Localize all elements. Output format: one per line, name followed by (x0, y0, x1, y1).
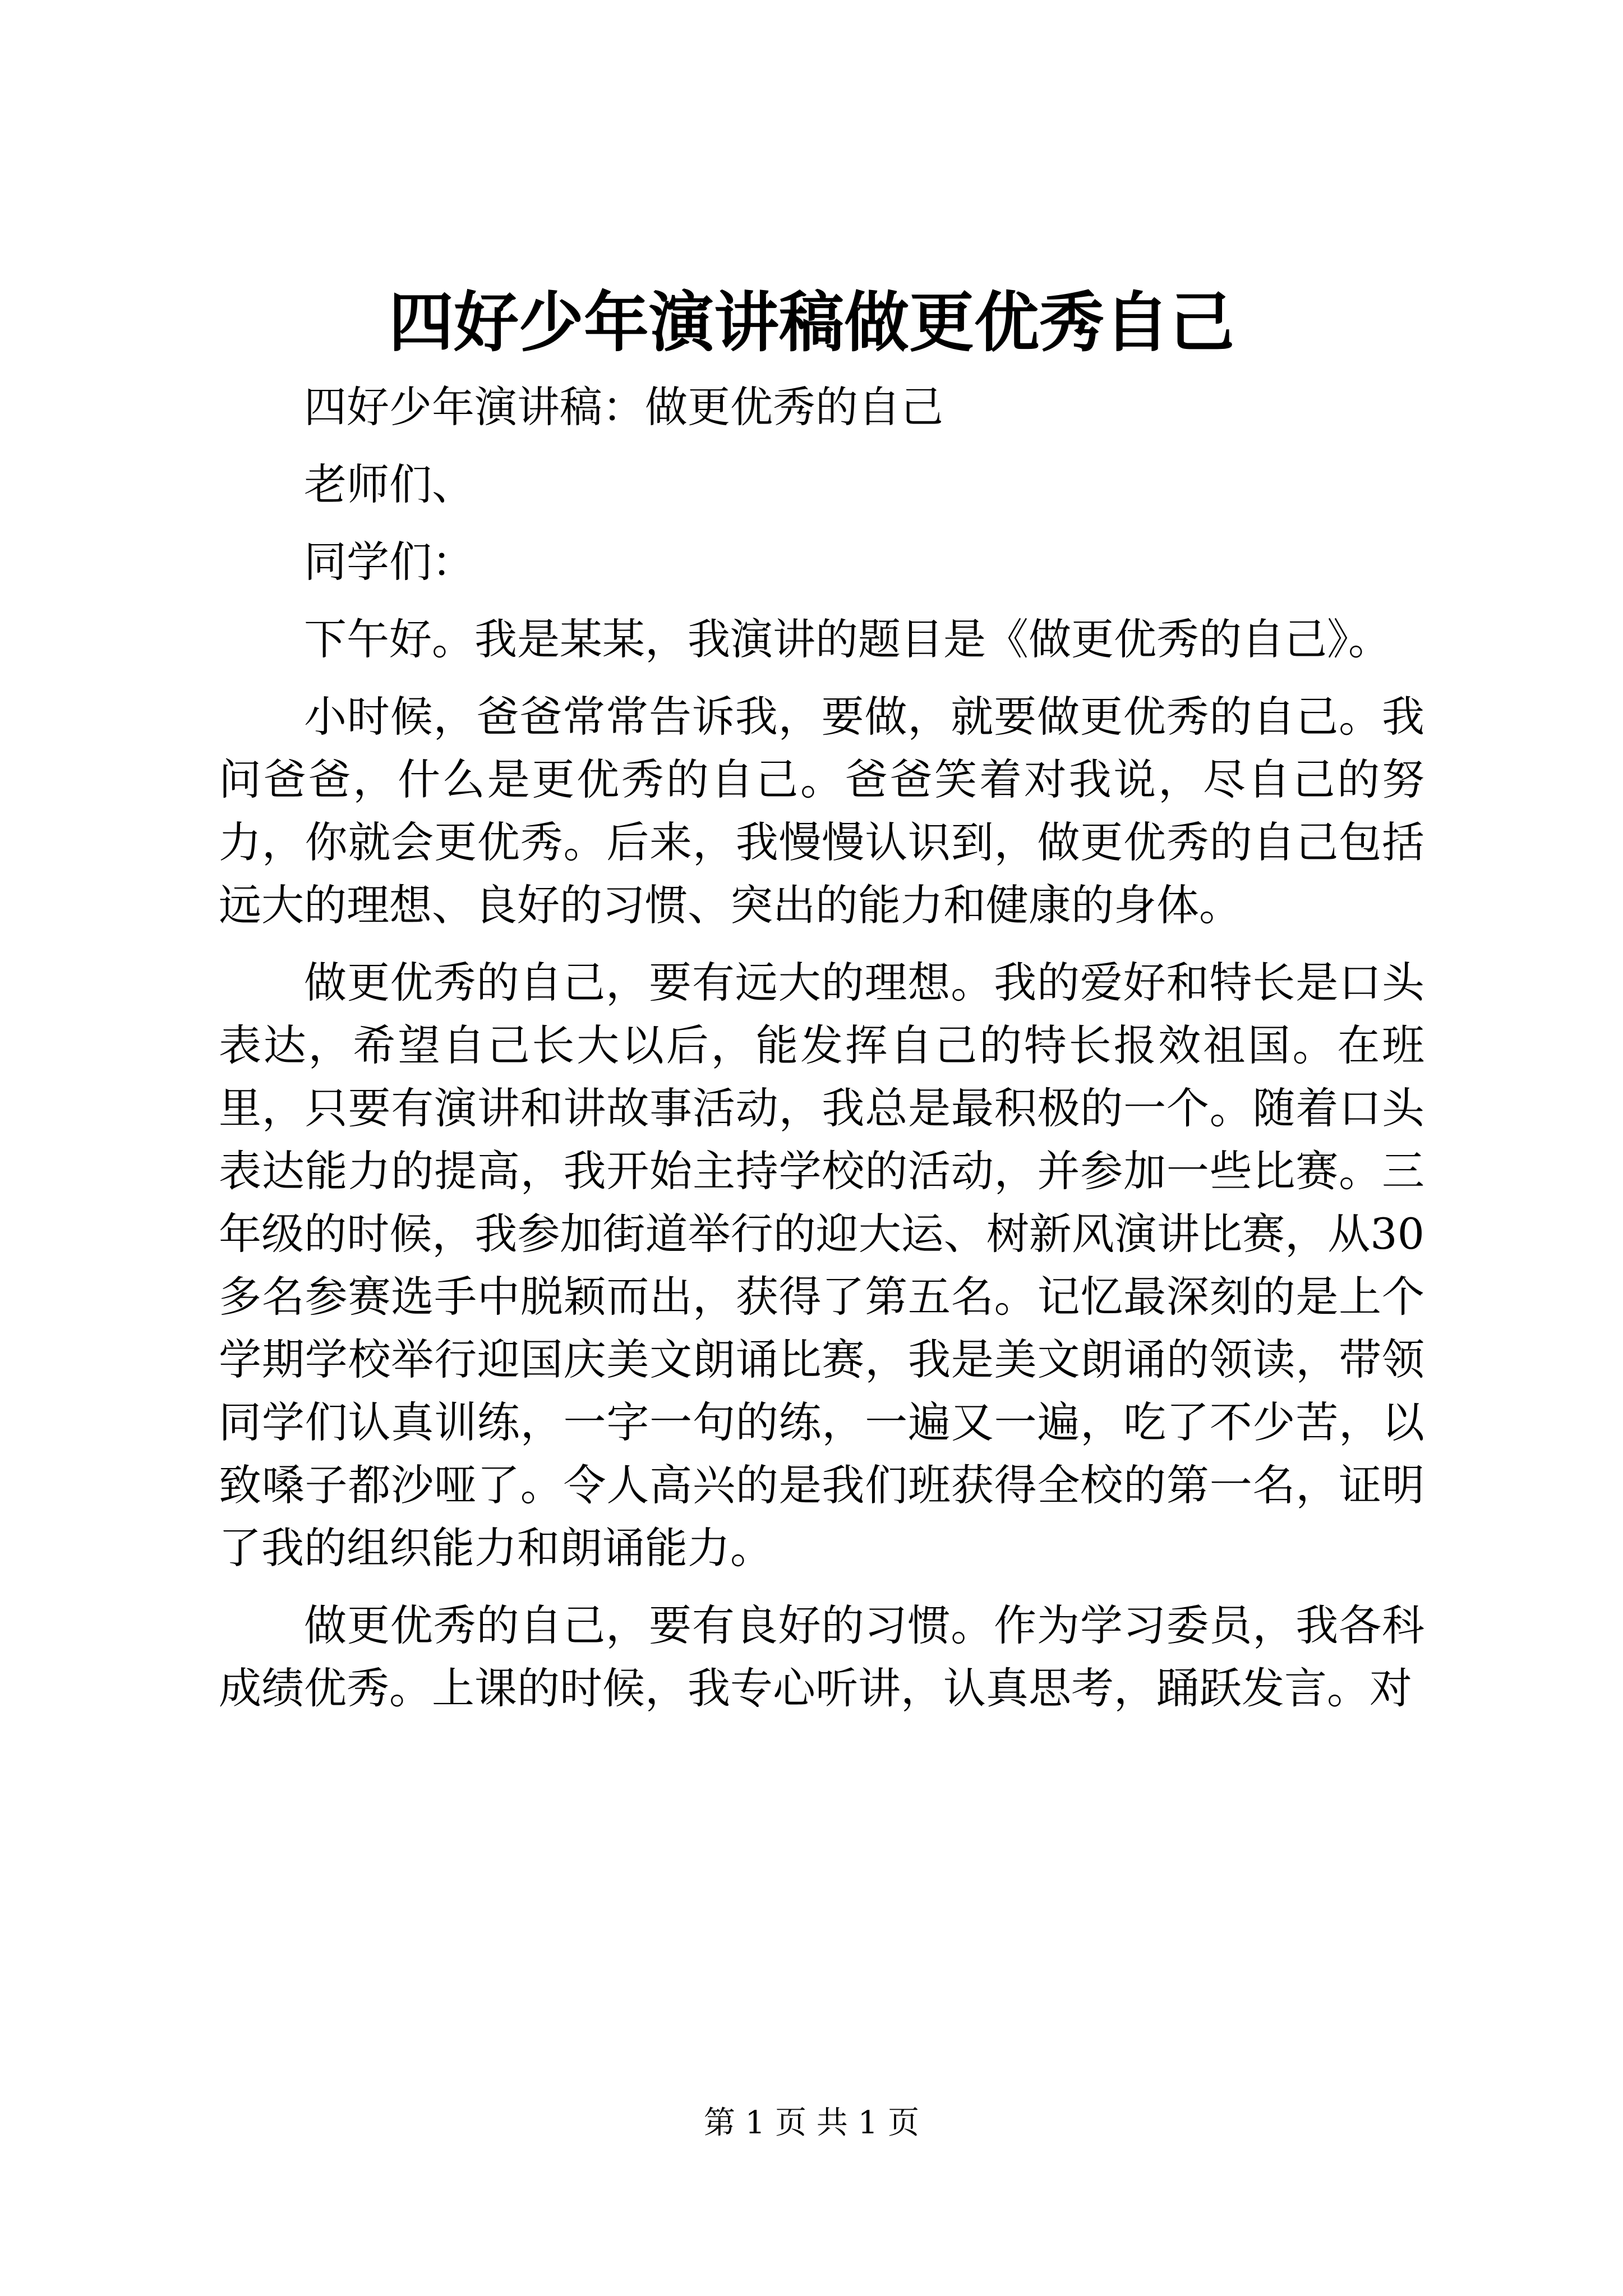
document-body (219, 376, 1424, 1734)
paragraph-childhood: 小时候，爸爸常常告诉我，要做，就要做更优秀的自己。我问爸爸，什么是更优秀的自己。爸爸笑着对我说，尽自己的努力，你就会更优秀。后来，我慢慢认识到，做更优秀的自己包括远大的理想、良好的习惯、突出的能力和健康的身体。 (219, 692, 1424, 930)
salutation-teachers: 老师们、 (304, 459, 474, 509)
subtitle-line: 四好少年演讲稿：做更优秀的自己 (304, 382, 943, 432)
salutation-students: 同学们： (304, 537, 474, 587)
greeting-line: 下午好。我是某某，我演讲的题目是《做更优秀的自己》。 (304, 614, 1391, 664)
paragraph-habit: 做更优秀的自己，要有良好的习惯。作为学习委员，我各科成绩优秀。上课的时候，我专心听讲，认真思考，踊跃发言。对 (219, 1600, 1424, 1713)
page-title: 四好少年演讲稿做更优秀自己 (389, 284, 1234, 361)
page-footer: 第 1 页 共 1 页 (703, 2105, 920, 2141)
paragraph-ideal: 做更优秀的自己，要有远大的理想。我的爱好和特长是口头表达，希望自己长大以后，能发挥自己的特长报效祖国。在班里，只要有演讲和讲故事活动，我总是最积极的一个。随着口头表达能力的提高，我开始主持学校的活动，并参加一些比赛。三年级的时候，我参加街道举行的迎大运、树新风演讲比赛，从30多名参赛选手中脱颖而出，获得了第五名。记忆最深刻的是上个学期学校举行迎国庆美文朗诵比赛，我是美文朗诵的领读，带领同学们认真训练，一字一句的练，一遍又一遍，吃了不少苦，以致嗓子都沙哑了。令人高兴的是我们班获得全校的第一名，证明了我的组织能力和朗诵能力。 (219, 958, 1424, 1573)
